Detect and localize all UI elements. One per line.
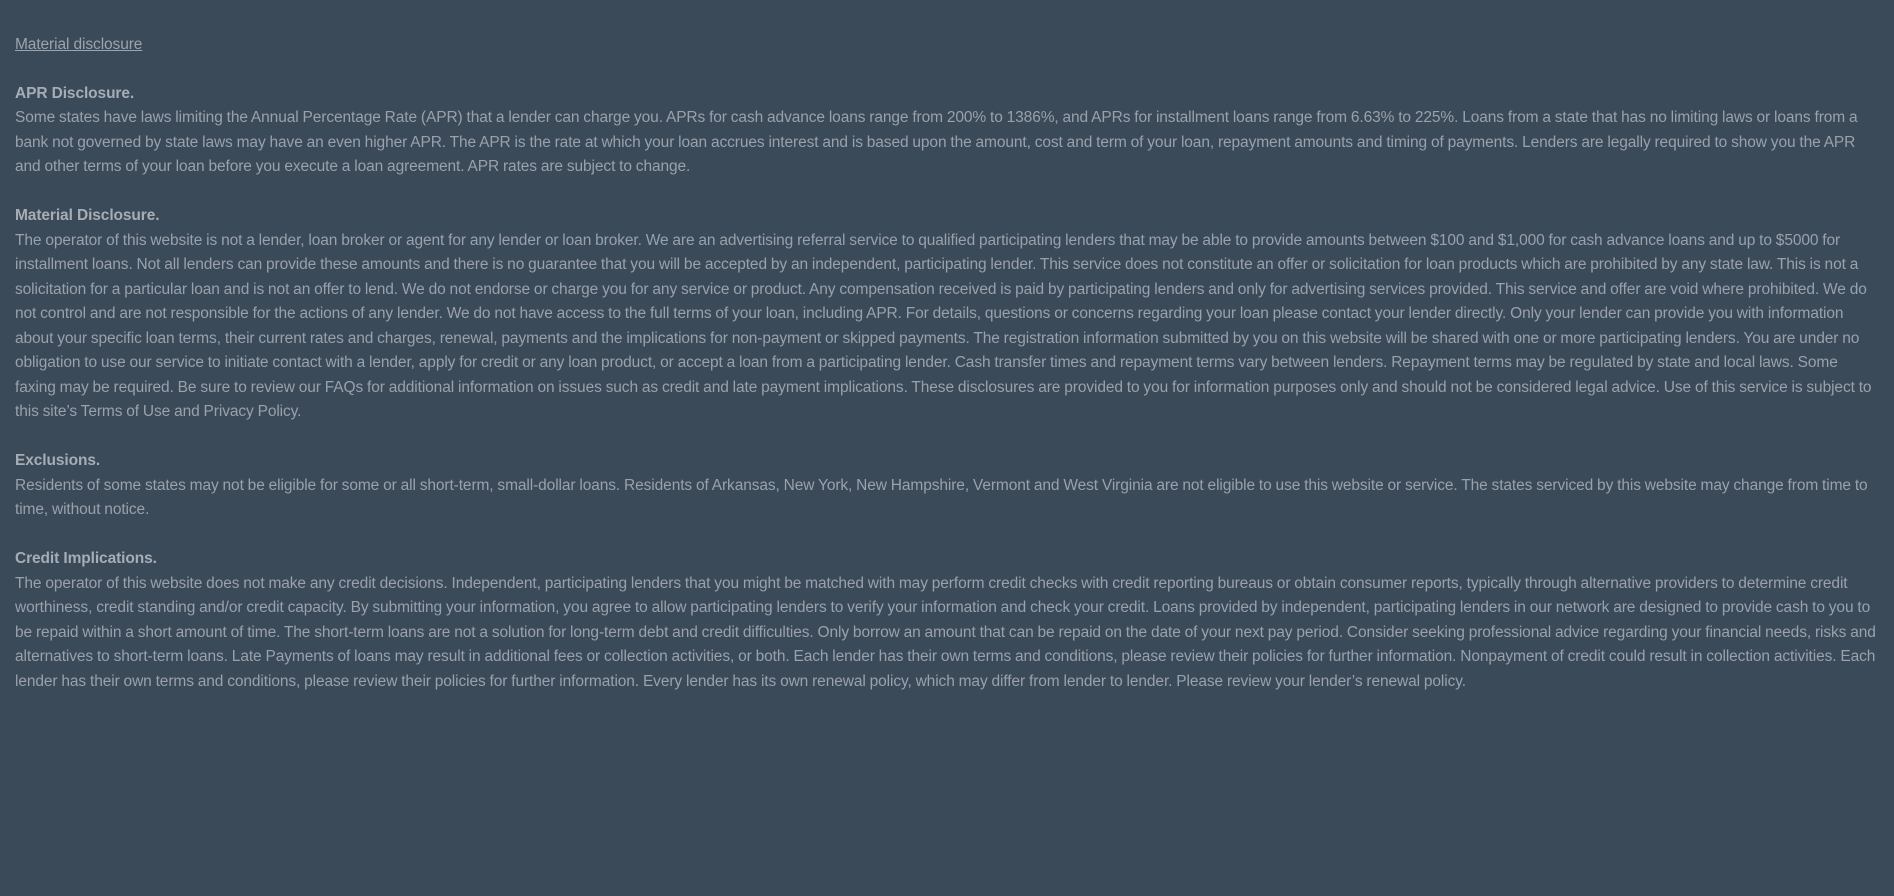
- exclusions-heading: Exclusions.: [15, 452, 101, 469]
- apr-disclosure-heading: APR Disclosure.: [15, 84, 135, 102]
- exclusions-body: Residents of some states may not be eligible for some or all short-term, small-dollar loans. Residents of Arkansas, New York, New Hampshire, Vermont and West Virginia are not eligible to use this website or service. The states serviced by this website may change from time to time, without notice.: [15, 476, 1868, 518]
- section-material-disclosure: [15, 204, 1879, 425]
- credit-implications-body: The operator of this website does not make any credit decisions. Independent, participating lenders that you might be matched with may perform credit checks with credit reporting bureaus or obtain consumer reports, typically through alternative providers to determine credit worthiness, credit standing and/or credit capacity. By submitting your information, you agree to allow participating lenders to verify your information and check your credit. Loans provided by independent, participating lenders in our network are designed to provide cash to you to be repaid within a short amount of time. The short-term loans are not a solution for long-term debt and credit difficulties. Only borrow an amount that can be repaid on the date of your next pay period. Consider seeking professional advice regarding your financial needs, risks and alternatives to short-term loans. Late Payments of loans may result in additional fees or collection activities, or both. Each lender has their own terms and conditions, please review their policies for further information. Nonpayment of credit could result in collection activities. Each lender has their own terms and conditions, please review their policies for further information. Every lender has its own renewal policy, which may differ from lender to lender. Please review your lender’s renewal policy.: [15, 574, 1876, 690]
- apr-disclosure-body: Some states have laws limiting the Annual Percentage Rate (APR) that a lender can charge you. APRs for cash advance loans range from 200% to 1386%, and APRs for installment loans range from 6.63% to 225%. Loans from a state that has no limiting laws or loans from a bank not governed by state laws may have an even higher APR. The APR is the rate at which your loan accrues interest and is based upon the amount, cost and term of your loan, repayment amounts and timing of payments. Lenders are legally required to show you the APR and other terms of your loan before you execute a loan agreement. APR rates are subject to change.: [15, 109, 1858, 175]
- material-disclosure-heading: Material Disclosure.: [15, 207, 160, 224]
- credit-implications-heading: Credit Implications.: [15, 550, 157, 567]
- material-disclosure-body: The operator of this website is not a lender, loan broker or agent for any lender or loan broker. We are an advertising referral service to qualified participating lenders that may be able to provide amounts between $100 and $1,000 for cash advance loans and up to $5000 for installment loans. Not all lenders can provide these amounts and there is no guarantee that you will be accepted by an independent, participating lender. This service does not constitute an offer or solicitation for loan products which are prohibited by any state law. This is not a solicitation for a particular loan and is not an offer to lend. We do not endorse or charge you for any service or product. Any compensation received is paid by participating lenders and only for advertising services provided. This service and offer are void where prohibited. We do not control and are not responsible for the actions of any lender. We do not have access to the full terms of your loan, including APR. For details, questions or concerns regarding your loan please contact your lender directly. Only your lender can provide you with information about your specific loan terms, their current rates and charges, renewal, payments and the implications for non-payment or skipped payments. The registration information submitted by you on this website will be shared with one or more participating lenders. You are under no obligation to use our service to initiate contact with a lender, apply for credit or any loan product, or accept a loan from a participating lender. Cash transfer times and repayment terms vary between lenders. Repayment terms may be regulated by state and local laws. Some faxing may be required. Be sure to review our FAQs for additional information on issues such as credit and late payment implications. These disclosures are provided to you for information purposes only and should not be considered legal advice. Use of this service is subject to this site’s Terms of Use and Privacy Policy.: [15, 231, 1872, 420]
- section-credit-implications: [15, 547, 1879, 694]
- section-apr-disclosure: [15, 82, 1879, 180]
- material-disclosure-link[interactable]: Material disclosure: [15, 36, 143, 53]
- section-exclusions: [15, 449, 1879, 523]
- disclosure-link-row: [15, 33, 1879, 58]
